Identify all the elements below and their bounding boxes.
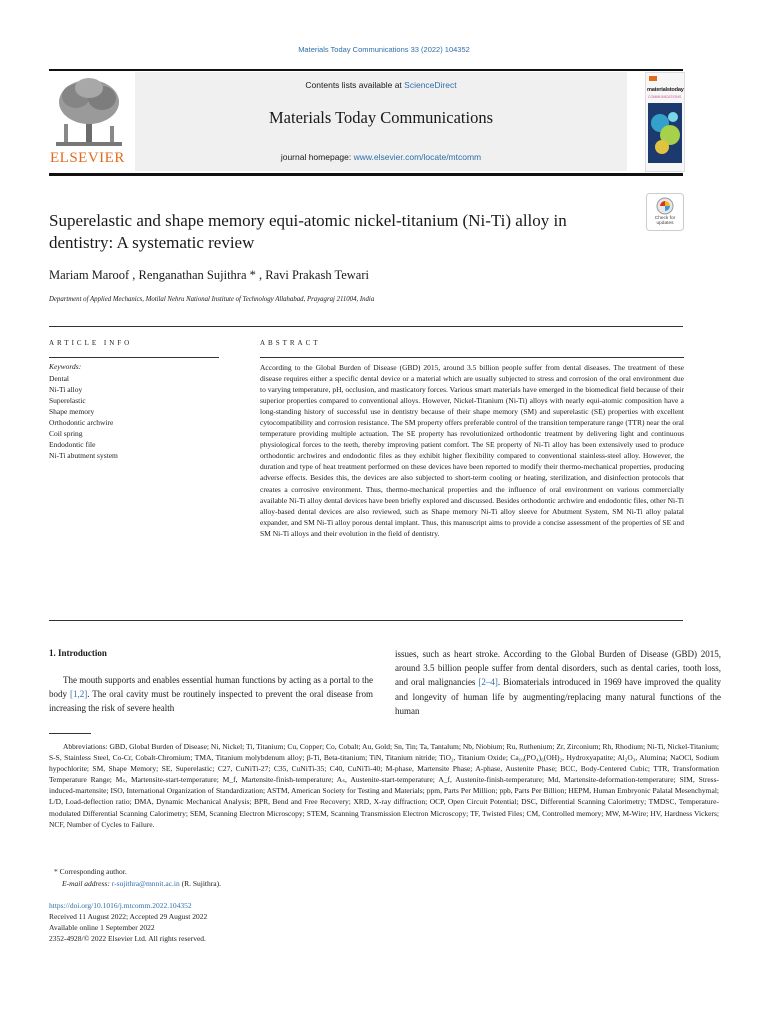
publication-details <box>49 900 207 944</box>
journal-homepage: journal homepage: www.elsevier.com/locate/mtcomm <box>280 152 482 162</box>
abstract-label: ABSTRACT <box>260 339 321 347</box>
author-affiliation: Department of Applied Mechanics, Motilal Nehru National Institute of Technology Allahabad, Prayagraj 211004, India <box>49 296 375 303</box>
online-date: Available online 1 September 2022 <box>49 923 155 932</box>
author-list <box>49 268 369 283</box>
footnote-rule <box>49 733 91 734</box>
cover-art <box>648 103 682 163</box>
keyword: Dental <box>49 374 69 383</box>
sciencedirect-link[interactable]: ScienceDirect <box>404 80 457 90</box>
section-bottom-rule <box>49 620 683 621</box>
crossmark-label: Check for updates <box>654 216 676 226</box>
abbreviations-footnote: Abbreviations: GBD, Global Burden of Disease; Ni, Nickel; Ti, Titanium; Cu, Copper; Co, Cobalt; Au, Gold; Sn, Tin; Ta, Tantalum; Nb, Niobium; Ru, Ruthenium; Zr, Zirconium; Rh, Rhodium; Ni-Ti, Nickel-Titanium; S-S, Stainless Steel, Co-Cr, Cobalt-Chromium; TMA, Titanium molybdenum alloy; β-Ti, Beta-titanium; TiN, Titanium nitride; TiO₂, Titanium Oxide; Ca₁₀(PO₄)₆(OH)₂, Hydroxyapatite; Al₂O₃, Alumina; NaOCl, Sodium hypochlorite; SM, Shape Memory; SE, Superelastic; C27, CuNiTi-27; C35, CuNiTi-35; C40, CuNiTi-40; M-phase, Martensite Phase; A-phase, Austenite Phase; BCC, Body-Centered Cubic; TTR, Transformation Temperature Range; Mₛ, Martensite-start-temperature; M_f, Martensite-finish-temperature; Aₛ, Austenite-start-temperature; A_f, Austenite-finish-temperature; Md, Martensite-deformation-temperature; SIM, Stress-induced-martensite; ISO, International Organization of Standardization; ASTM, American Society for Testing and Materials; ppm, Parts Per Million; ppb, Parts Per Billion; HEPM, Human Embryonic Palatal Mesenchymal; L/D, Load-deflection ratio; DMA, Dynamic Mechanical Analysis; BPR, Bend and Free Recovery; XRD, X-ray diffraction; OCP, Open Circuit Potential; DSC, Differential Scanning Calorimetry; TMDSC, Temperature-modulated Differential Scanning Calorimetry; SEM, Scanning Electron Microscopy; STEM, Scanning Transmission Electron Microscopy; TF, Twisted Files; CM, Controlled memory; MW, M-Wire; HV, Hardness Vickers; NCF, Number of Cycles to Failure. <box>49 742 719 829</box>
keywords-title: Keywords: <box>49 362 82 371</box>
homepage-link[interactable]: www.elsevier.com/locate/mtcomm <box>353 152 482 162</box>
keyword: Superelastic <box>49 396 86 405</box>
journal-citation[interactable] <box>0 45 768 54</box>
section-top-rule <box>49 326 683 327</box>
cover-title: materialstoday <box>647 87 684 93</box>
elsevier-tree-logo <box>50 74 128 150</box>
journal-cover-thumbnail <box>645 72 685 172</box>
copyright: 2352-4928/© 2022 Elsevier Ltd. All rights reserved. <box>49 934 206 943</box>
received-dates: Received 11 August 2022; Accepted 29 August 2022 <box>49 912 208 921</box>
email-footnote: E-mail address: r-sujithra@mnnit.ac.in (R. Sujithra). <box>62 879 221 888</box>
cover-subtitle: COMMUNICATIONS <box>648 95 682 99</box>
email-link[interactable]: r-sujithra@mnnit.ac.in <box>111 879 180 888</box>
corresponding-author-note: * Corresponding author. <box>54 867 127 876</box>
keywords-list <box>49 373 118 461</box>
introduction-heading: 1. Introduction <box>49 648 107 658</box>
keyword: Endodontic file <box>49 440 96 449</box>
citation-ref[interactable]: [1,2] <box>69 689 88 700</box>
publisher-logo-text: ELSEVIER <box>50 150 125 166</box>
doi-link[interactable]: https://doi.org/10.1016/j.mtcomm.2022.104352 <box>49 901 192 910</box>
introduction-right-column: issues, such as heart stroke. According to the Global Burden of Disease (GBD) 2015, around 3.5 billion people suffer from dental disorders, such as dental caries, tooth loss, and oral malignancies [2–4]. Biomaterials introduced in 1969 have improved the quality and longevity of human life by augmenting/replacing many natural functions of the human <box>395 649 721 716</box>
article-info-label: ARTICLE INFO <box>49 339 133 347</box>
abstract-text: According to the Global Burden of Disease (GBD) 2015, around 3.5 billion people suffer from dental diseases. The treatment of these disease requires either a specific dental device or a material which are usually subjected to stress and corrosion of the oral environment due to varying temperature, pH, occlusion, and masticatory forces. Various smart materials have emerged in the biomedical field because of their superior properties compared to conventional alloys. However, Nickel-Titanium (Ni-Ti) alloys with nearly equi-atomic composition have a long-standing history of successful use in dentistry because of their shape memory (SM) and superelastic (SE) properties with excellent cytocompatibility and corrosion resistance. The SM property offers preferable control of the transition temperature range (TTR) near the oral temperature providing multiple actuation. The SE property has revolutionized orthodontic treatment by delivering light and continuous physiological forces to the teeth, thereby improving patient comfort. The SE property of Ni-Ti alloy has been extensively used to produce orthodontic archwires and endodontic files as they exhibit higher flexibility compared to conventional stainless-steel alloy. However, the duration and type of heat treatment performed on these devices have been reported to modify their thermo-mechanical properties, producing adverse effects. Besides this, the devices are also subjected to short-term cooling or heating, sterilization, and disinfection protocols that creates a corrosive environment. Thus, thermo-mechanical properties and the influence of oral environment on various commercially available Ni-Ti alloy dental devices have been briefly explored and discussed. Besides orthodontic archwire and endodontic files, other Ni-Ti alloy-based dental devices are also reviewed, such as Shape memory Ni-Ti alloy sleeve for Abutment System, SM Ni-Ti alloy palatal expander, and SM Ni-Ti alloy porous dental implant. Thus, this manuscript aims to provide a concise assessment of the properties of SE and SM Ni-Ti alloys and their evolution in the field of dentistry. <box>260 363 684 538</box>
journal-title: Materials Today Communications <box>268 108 493 127</box>
authors-text: Mariam Maroof , Renganathan Sujithra * , Ravi Prakash Tewari <box>49 268 369 282</box>
keyword: Ni-Ti abutment system <box>49 451 118 460</box>
header-top-rule <box>49 69 683 71</box>
article-info-rule <box>49 357 219 358</box>
article-title: Superelastic and shape memory equi-atomic nickel-titanium (Ni-Ti) alloy in dentistry: A systematic review <box>49 211 567 252</box>
citation-ref[interactable]: [2–4] <box>478 677 498 688</box>
keyword: Coil spring <box>49 429 83 438</box>
abstract-rule <box>260 357 684 358</box>
cover-logo-mark <box>649 76 657 81</box>
introduction-left-column: The mouth supports and enables essential human functions by acting as a portal to the body [1,2]. The oral cavity must be routinely inspected to prevent the oral disease from increasing the risk of severe health <box>49 675 374 714</box>
citation-link[interactable]: Materials Today Communications 33 (2022) 104352 <box>298 45 470 54</box>
contents-line: Contents lists available at ScienceDirect <box>305 80 457 90</box>
check-for-updates-badge[interactable] <box>646 193 684 231</box>
keyword: Ni-Ti alloy <box>49 385 83 394</box>
keyword: Shape memory <box>49 407 95 416</box>
keyword: Orthodontic archwire <box>49 418 114 427</box>
header-bottom-rule <box>49 173 683 176</box>
